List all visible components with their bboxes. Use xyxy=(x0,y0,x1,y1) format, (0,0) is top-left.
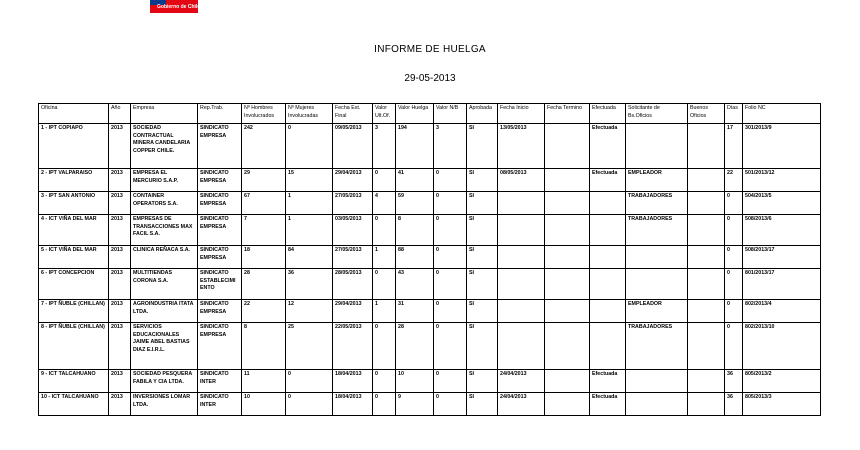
table-cell: 301/2013/9 xyxy=(743,124,821,169)
table-cell: 24/04/2013 xyxy=(498,370,545,393)
table-cell: SERVICIOS EDUCACIONALES JAIME ABEL BASTIAS DIAZ E.I.R.L. xyxy=(131,323,198,370)
table-cell: SINDICATO EMPRESA xyxy=(198,323,242,370)
table-cell: 5 - ICT VIÑA DEL MAR xyxy=(39,246,109,269)
table-cell: 0 xyxy=(373,370,396,393)
table-cell: 0 xyxy=(434,215,467,246)
table-cell xyxy=(590,215,626,246)
table-cell: SINDICATO EMPRESA xyxy=(198,300,242,323)
column-header: Efectuada xyxy=(590,104,626,124)
table-cell: SI xyxy=(467,124,498,169)
table-cell: SINDICATO EMPRESA xyxy=(198,246,242,269)
table-row xyxy=(39,269,821,300)
table-cell xyxy=(688,300,725,323)
table-row xyxy=(39,124,821,169)
table-cell: 0 xyxy=(286,370,333,393)
table-cell: 0 xyxy=(725,269,743,300)
column-header: Oficina xyxy=(39,104,109,124)
table-cell: 29/04/2013 xyxy=(333,300,373,323)
table-cell xyxy=(545,393,590,416)
table-cell: 10 xyxy=(396,370,434,393)
table-cell: EMPLEADOR xyxy=(626,169,688,192)
table-cell: INVERSIONES LOMAR LTDA. xyxy=(131,393,198,416)
table-cell: 22/05/2013 xyxy=(333,323,373,370)
table-cell: SI xyxy=(467,215,498,246)
table-cell xyxy=(545,370,590,393)
table-row xyxy=(39,323,821,370)
table-cell: 1 xyxy=(373,246,396,269)
column-header: Solicitante de Bs.Oficios xyxy=(626,104,688,124)
table-cell: 36 xyxy=(286,269,333,300)
table-cell: 2013 xyxy=(109,323,131,370)
table-cell: SINDICATO ESTABLECIMIENTO xyxy=(198,269,242,300)
table-cell: Efectuada xyxy=(590,370,626,393)
table-cell: 9 - ICT TALCAHUANO xyxy=(39,370,109,393)
column-header: Aprobada xyxy=(467,104,498,124)
table-cell: 28 xyxy=(396,323,434,370)
table-cell: 11 xyxy=(242,370,286,393)
table-cell: 8 xyxy=(396,215,434,246)
table-cell: 43 xyxy=(396,269,434,300)
table-cell: 0 xyxy=(725,215,743,246)
table-cell: 2 - IPT VALPARAISO xyxy=(39,169,109,192)
table-header-row xyxy=(39,104,821,124)
table-cell: SI xyxy=(467,192,498,215)
table-cell xyxy=(688,246,725,269)
table-cell xyxy=(688,169,725,192)
table-cell xyxy=(590,269,626,300)
table-cell: 194 xyxy=(396,124,434,169)
table-cell: 504/2013/5 xyxy=(743,192,821,215)
table-cell: 1 xyxy=(286,215,333,246)
report-title: INFORME DE HUELGA xyxy=(374,44,486,55)
table-cell: 0 xyxy=(373,323,396,370)
table-cell: 0 xyxy=(434,323,467,370)
table-cell xyxy=(688,393,725,416)
table-cell xyxy=(590,246,626,269)
table-cell: SI xyxy=(467,246,498,269)
table-cell xyxy=(498,192,545,215)
table-cell: 0 xyxy=(725,300,743,323)
table-cell: 29/04/2013 xyxy=(333,169,373,192)
column-header: Rep.Trab. xyxy=(198,104,242,124)
table-cell: 12 xyxy=(286,300,333,323)
table-cell: 0 xyxy=(373,393,396,416)
table-cell: 17 xyxy=(725,124,743,169)
table-cell: 22 xyxy=(725,169,743,192)
table-cell: 0 xyxy=(434,370,467,393)
strike-report-table xyxy=(38,103,821,416)
table-cell: SINDICATO INTER xyxy=(198,393,242,416)
table-cell: 27/05/2013 xyxy=(333,192,373,215)
table-cell: 0 xyxy=(434,393,467,416)
table-cell: EMPRESAS DE TRANSACCIONES MAX FACIL S.A. xyxy=(131,215,198,246)
column-header: Días xyxy=(725,104,743,124)
table-cell: 242 xyxy=(242,124,286,169)
table-cell: SI xyxy=(467,393,498,416)
table-cell: TRABAJADORES xyxy=(626,192,688,215)
table-cell: 24/04/2013 xyxy=(498,393,545,416)
table-cell: SINDICATO EMPRESA xyxy=(198,215,242,246)
table-cell: 2013 xyxy=(109,393,131,416)
table-cell xyxy=(688,192,725,215)
table-cell: 0 xyxy=(725,246,743,269)
table-cell: SI xyxy=(467,323,498,370)
table-cell: SI xyxy=(467,370,498,393)
table-cell: TRABAJADORES xyxy=(626,323,688,370)
table-cell xyxy=(688,269,725,300)
table-cell: 1 xyxy=(286,192,333,215)
table-cell xyxy=(626,124,688,169)
table-cell: 0 xyxy=(373,169,396,192)
report-date: 29-05-2013 xyxy=(404,73,456,84)
table-cell xyxy=(688,323,725,370)
table-cell: SINDICATO INTER xyxy=(198,370,242,393)
table-cell: 36 xyxy=(725,370,743,393)
table-cell: SI xyxy=(467,169,498,192)
table-cell xyxy=(498,246,545,269)
table-cell: 03/05/2013 xyxy=(333,215,373,246)
table-cell xyxy=(688,370,725,393)
table-cell: MULTITIENDAS CORONA S.A. xyxy=(131,269,198,300)
table-cell xyxy=(498,269,545,300)
table-row xyxy=(39,300,821,323)
table-cell: SOCIEDAD CONTRACTUAL MINERA CANDELARIA COPPER CHILE. xyxy=(131,124,198,169)
column-header: Empresa xyxy=(131,104,198,124)
column-header: Nº Hombres Involucrados xyxy=(242,104,286,124)
table-cell: 0 xyxy=(434,246,467,269)
column-header: Nº Mujeres Involucradas xyxy=(286,104,333,124)
table-cell: 0 xyxy=(373,269,396,300)
table-cell: SINDICATO EMPRESA xyxy=(198,192,242,215)
table-cell: AGROINDUSTRIA ITATA LTDA. xyxy=(131,300,198,323)
table-cell: SI xyxy=(467,300,498,323)
table-cell: 18/04/2013 xyxy=(333,393,373,416)
table-cell: 2013 xyxy=(109,124,131,169)
table-cell: 25 xyxy=(286,323,333,370)
table-cell: 67 xyxy=(242,192,286,215)
table-cell: Efectuada xyxy=(590,169,626,192)
table-row xyxy=(39,246,821,269)
table-cell: 41 xyxy=(396,169,434,192)
table-cell: 88 xyxy=(396,246,434,269)
column-header: Fecha Ext. Final xyxy=(333,104,373,124)
table-cell: 0 xyxy=(286,124,333,169)
table-cell: 805/2013/2 xyxy=(743,370,821,393)
table-cell: CLINICA REÑACA S.A. xyxy=(131,246,198,269)
table-cell: 2013 xyxy=(109,370,131,393)
table-cell xyxy=(545,215,590,246)
table-row xyxy=(39,169,821,192)
column-header: Valor Huelga xyxy=(396,104,434,124)
table-cell: 3 xyxy=(434,124,467,169)
table-cell: 508/2013/6 xyxy=(743,215,821,246)
table-cell: 9 xyxy=(396,393,434,416)
table-cell: 22 xyxy=(242,300,286,323)
table-cell: 15 xyxy=(286,169,333,192)
table-cell xyxy=(545,124,590,169)
table-cell xyxy=(626,246,688,269)
table-cell xyxy=(498,323,545,370)
table-cell: 8 xyxy=(242,323,286,370)
table-cell: 3 - IPT SAN ANTONIO xyxy=(39,192,109,215)
table-cell: 0 xyxy=(725,323,743,370)
table-cell xyxy=(545,246,590,269)
table-cell xyxy=(590,323,626,370)
table-cell xyxy=(626,269,688,300)
table-cell: 27/05/2013 xyxy=(333,246,373,269)
table-cell: 18 xyxy=(242,246,286,269)
table-cell: 09/05/2013 xyxy=(333,124,373,169)
table-row xyxy=(39,215,821,246)
table-cell: 1 xyxy=(373,300,396,323)
table-cell: 2013 xyxy=(109,192,131,215)
table-cell xyxy=(498,215,545,246)
table-cell xyxy=(590,192,626,215)
table-cell: 0 xyxy=(434,300,467,323)
table-cell xyxy=(545,169,590,192)
table-cell: 2013 xyxy=(109,300,131,323)
table-cell: 0 xyxy=(434,192,467,215)
table-cell xyxy=(498,300,545,323)
table-cell: 4 - ICT VIÑA DEL MAR xyxy=(39,215,109,246)
table-cell xyxy=(626,370,688,393)
table-cell: SINDICATO EMPRESA xyxy=(198,169,242,192)
table-cell xyxy=(688,124,725,169)
table-cell: 2013 xyxy=(109,169,131,192)
column-header: Fecha Inicio xyxy=(498,104,545,124)
table-cell xyxy=(626,393,688,416)
table-cell: CONTAINER OPERATORS S.A. xyxy=(131,192,198,215)
column-header: Fecha Termino xyxy=(545,104,590,124)
table-cell xyxy=(545,269,590,300)
table-cell: 28 xyxy=(242,269,286,300)
table-cell: EMPRESA EL MERCURIO S.A.P. xyxy=(131,169,198,192)
table-row xyxy=(39,370,821,393)
table-cell: 7 xyxy=(242,215,286,246)
table-cell: 2013 xyxy=(109,215,131,246)
table-cell: 13/05/2013 xyxy=(498,124,545,169)
table-cell: 08/05/2013 xyxy=(498,169,545,192)
table-cell: 10 xyxy=(242,393,286,416)
table-cell: 84 xyxy=(286,246,333,269)
column-header: Valor N/B xyxy=(434,104,467,124)
table-cell: 10 - ICT TALCAHUANO xyxy=(39,393,109,416)
table-cell: SINDICATO EMPRESA xyxy=(198,124,242,169)
table-cell: 0 xyxy=(373,215,396,246)
column-header: Año xyxy=(109,104,131,124)
table-cell: Efectuada xyxy=(590,124,626,169)
table-cell: 0 xyxy=(434,169,467,192)
table-cell: 0 xyxy=(286,393,333,416)
column-header: Valor Ult.Of. xyxy=(373,104,396,124)
table-cell: 801/2013/17 xyxy=(743,269,821,300)
table-cell: 802/2013/4 xyxy=(743,300,821,323)
table-cell: 4 xyxy=(373,192,396,215)
table-cell xyxy=(545,300,590,323)
table-cell: 18/04/2013 xyxy=(333,370,373,393)
column-header: Buenos Oficios xyxy=(688,104,725,124)
table-cell: 802/2013/10 xyxy=(743,323,821,370)
table-cell: 0 xyxy=(725,192,743,215)
table-cell: 508/2013/17 xyxy=(743,246,821,269)
table-cell: 8 - IPT ÑUBLE (CHILLAN) xyxy=(39,323,109,370)
table-cell: 2013 xyxy=(109,246,131,269)
table-cell: 28/05/2013 xyxy=(333,269,373,300)
table-cell xyxy=(545,323,590,370)
table-cell: 6 - IPT CONCEPCION xyxy=(39,269,109,300)
table-cell: 59 xyxy=(396,192,434,215)
table-cell: 29 xyxy=(242,169,286,192)
table-cell xyxy=(545,192,590,215)
table-row xyxy=(39,192,821,215)
column-header: Folio NC xyxy=(743,104,821,124)
table-cell: 7 - IPT ÑUBLE (CHILLAN) xyxy=(39,300,109,323)
table-cell: 0 xyxy=(434,269,467,300)
table-cell: Efectuada xyxy=(590,393,626,416)
table-cell: 2013 xyxy=(109,269,131,300)
table-cell: 1 - IPT COPIAPO xyxy=(39,124,109,169)
table-cell: SI xyxy=(467,269,498,300)
table-cell: 805/2013/3 xyxy=(743,393,821,416)
table-cell: 31 xyxy=(396,300,434,323)
table-cell: SOCIEDAD PESQUERA FABILA Y CIA LTDA. xyxy=(131,370,198,393)
table-cell: 36 xyxy=(725,393,743,416)
table-cell xyxy=(688,215,725,246)
table-cell xyxy=(590,300,626,323)
table-cell: EMPLEADOR xyxy=(626,300,688,323)
table-cell: 501/2013/12 xyxy=(743,169,821,192)
table-row xyxy=(39,393,821,416)
logo-text: Gobierno de Chile xyxy=(157,4,201,10)
table-cell: 3 xyxy=(373,124,396,169)
table-cell: TRABAJADORES xyxy=(626,215,688,246)
